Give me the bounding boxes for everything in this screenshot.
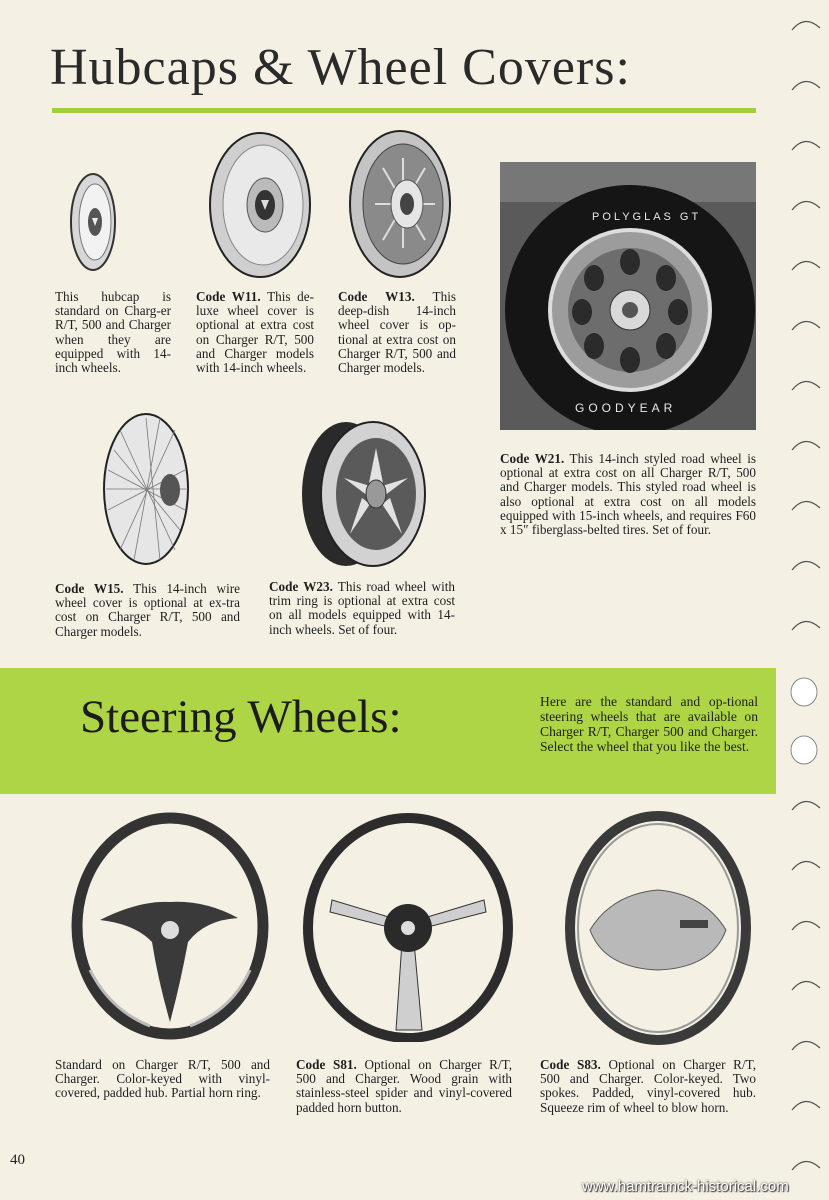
tire-bottom-lettering: GOODYEAR <box>575 401 677 415</box>
steering-wheels-heading: Steering Wheels: <box>80 691 402 743</box>
standard-steering-caption: Standard on Charger R/T, 500 and Charger. Color-keyed with vinyl-covered, padded hub. Partial horn ring. <box>55 1057 270 1101</box>
standard-steering-wheel-image <box>70 810 272 1042</box>
standard-hubcap-image <box>68 170 118 275</box>
w15-wire-wheel-cover-image <box>100 410 192 568</box>
title-rule <box>52 108 756 113</box>
s83-steering-wheel-image <box>562 808 754 1048</box>
watermark: www.hamtramck-historical.com <box>582 1178 789 1195</box>
w11-wheel-cover-image <box>205 130 315 280</box>
page-title: Hubcaps & Wheel Covers: <box>50 39 631 96</box>
page-number: 40 <box>10 1152 25 1168</box>
w23-road-wheel-image <box>298 418 428 570</box>
w21-road-wheel-photo <box>500 162 756 430</box>
w23-caption: Code W23. This road wheel with trim ring is optional at extra cost on all models equipped with 14-inch wheels. Set of four. <box>269 579 455 637</box>
s83-caption: Code S83. Optional on Charger R/T, 500 and Charger. Color-keyed. Two spokes. Padded, vinyl-covered hub. Squeeze rim of wheel to blow horn. <box>540 1057 757 1115</box>
w13-caption: Code W13. This deep-dish 14-inch wheel cover is op-tional at extra cost on Charger R/T, 500 and Charger models. <box>338 289 456 376</box>
s81-steering-wheel-image <box>302 810 514 1042</box>
w13-wheel-cover-image <box>345 128 455 280</box>
w21-caption: Code W21. This 14-inch styled road wheel is optional at extra cost on all Charger R/T, 500 and Charger models. This styled road wheel is also optional at extra cost on all models equipped with 15-inch wheels, and requires F60 x 15″ fiberglass-belted tires. Set of four. <box>500 451 756 538</box>
binder-holes <box>780 0 829 1200</box>
steering-wheels-intro: Here are the standard and op-tional steering wheels that are available on Charger R/T, Charger 500 and Charger. Select the wheel that you like the best. <box>540 694 758 754</box>
hubcap-standard-caption: This hubcap is standard on Charg-er R/T, 500 and Charger when they are equipped with 14-inch wheels. <box>55 289 171 376</box>
s81-caption: Code S81. Optional on Charger R/T, 500 and Charger. Wood grain with stainless-steel spider and vinyl-covered padded horn button. <box>296 1057 513 1115</box>
w11-caption: Code W11. This de-luxe wheel cover is optional at extra cost on Charger R/T, 500 and Charger models with 14-inch wheels. <box>196 289 314 376</box>
tire-top-lettering: POLYGLAS GT <box>592 211 702 223</box>
w15-caption: Code W15. This 14-inch wire wheel cover is optional at ex-tra cost on Charger R/T, 500 and Charger models. <box>55 581 240 639</box>
